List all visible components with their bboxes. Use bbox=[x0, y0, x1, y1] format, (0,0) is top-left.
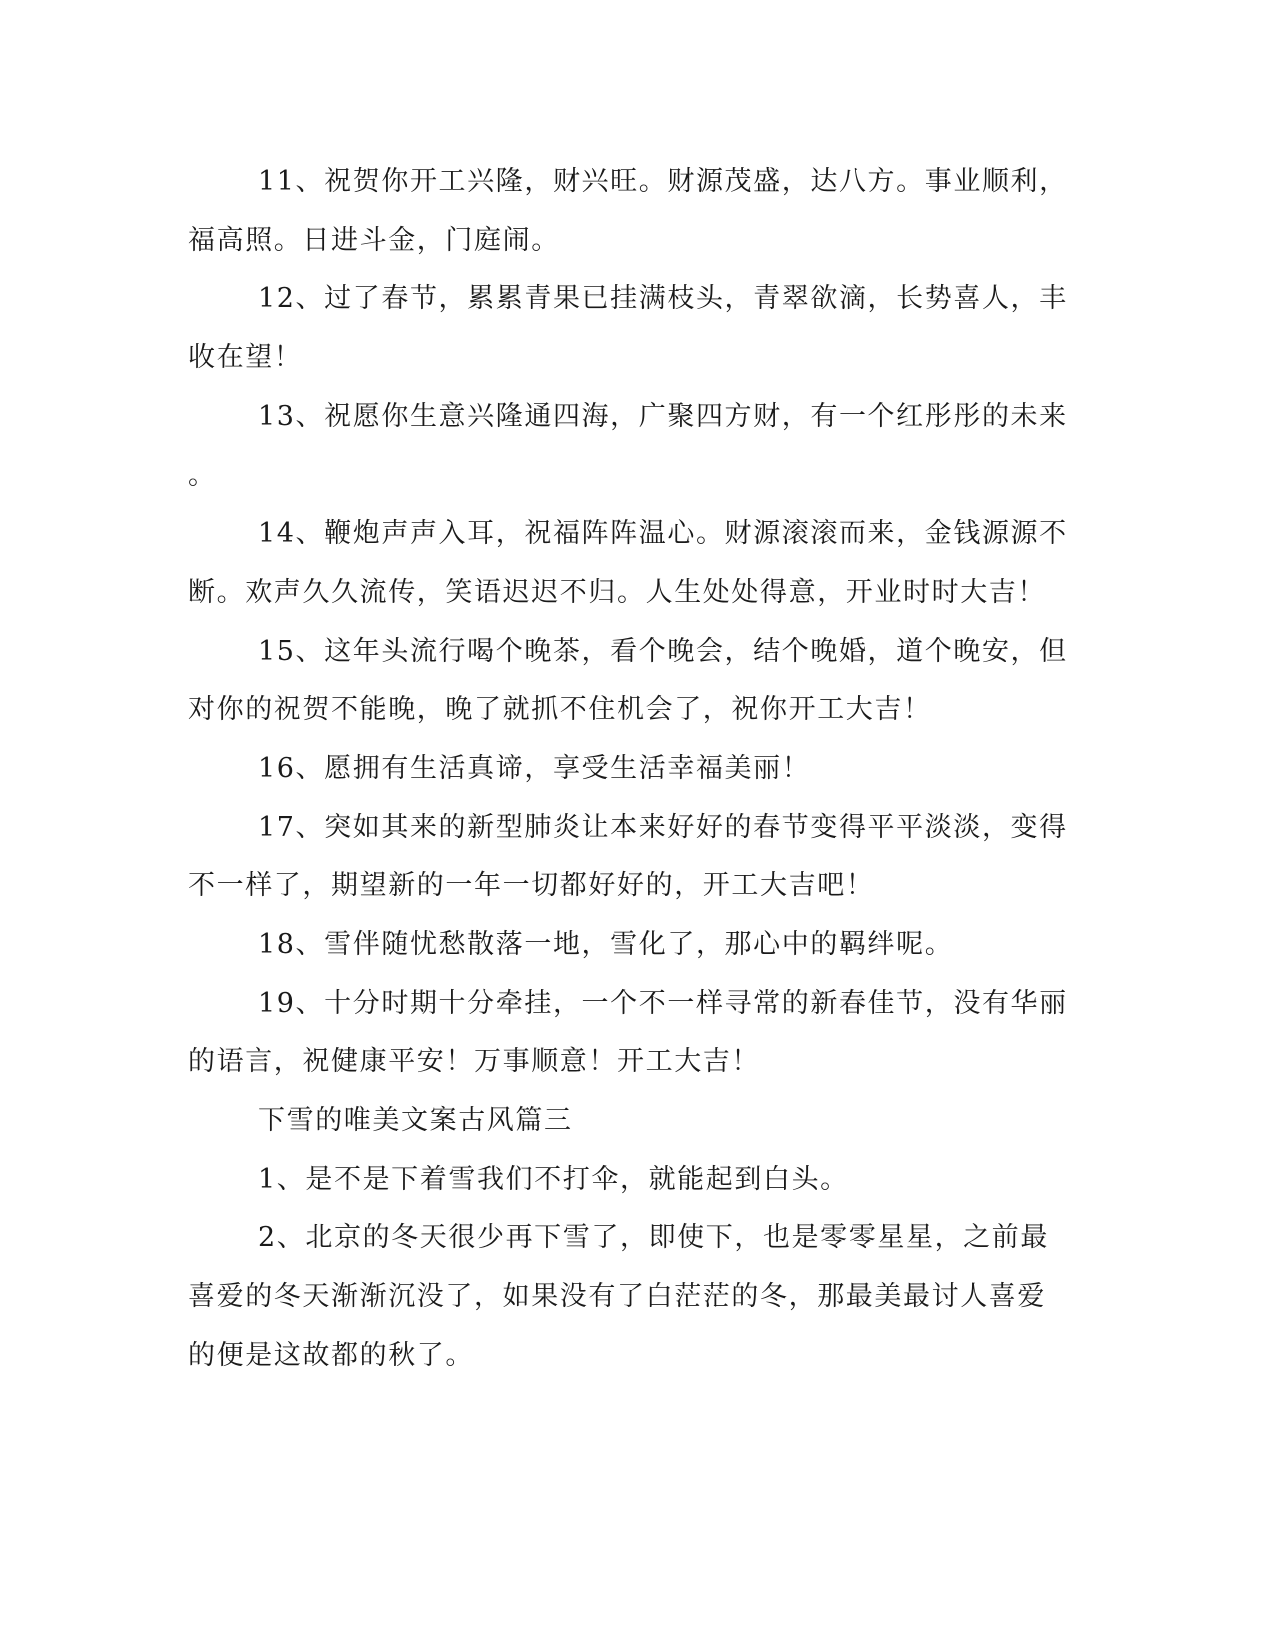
paragraph-s3-2-line-3: 的便是这故都的秋了。 bbox=[188, 1340, 474, 1371]
paragraph-11-line-1: 11、祝贺你开工兴隆，财兴旺。财源茂盛，达八方。事业顺利， bbox=[258, 166, 1068, 197]
paragraph-17-line-2: 不一样了，期望新的一年一切都好好的，开工大吉吧！ bbox=[188, 870, 875, 901]
paragraph-s3-2-line-1: 2、北京的冬天很少再下雪了，即使下，也是零零星星，之前最 bbox=[258, 1222, 1049, 1253]
paragraph-14-line-1: 14、鞭炮声声入耳，祝福阵阵温心。财源滚滚而来，金钱源源不 bbox=[258, 518, 1068, 549]
paragraph-17-line-1: 17、突如其来的新型肺炎让本来好好的春节变得平平淡淡，变得 bbox=[258, 812, 1068, 843]
paragraph-15-line-1: 15、这年头流行喝个晚茶，看个晚会，结个晚婚，道个晚安，但 bbox=[258, 636, 1068, 667]
paragraph-14-line-2: 断。欢声久久流传，笑语迟迟不归。人生处处得意，开业时时大吉！ bbox=[188, 577, 1046, 608]
paragraph-18-line-1: 18、雪伴随忧愁散落一地，雪化了，那心中的羁绊呢。 bbox=[258, 929, 954, 960]
paragraph-12-line-2: 收在望！ bbox=[188, 342, 303, 373]
paragraph-15-line-2: 对你的祝贺不能晚，晚了就抓不住机会了，祝你开工大吉！ bbox=[188, 694, 932, 725]
paragraph-19-line-1: 19、十分时期十分牵挂，一个不一样寻常的新春佳节，没有华丽 bbox=[258, 988, 1068, 1019]
section-heading: 下雪的唯美文案古风篇三 bbox=[258, 1105, 573, 1136]
paragraph-11-line-2: 福高照。日进斗金，门庭闹。 bbox=[188, 225, 560, 256]
paragraph-19-line-2: 的语言，祝健康平安！万事顺意！开工大吉！ bbox=[188, 1046, 760, 1077]
paragraph-16-line-1: 16、愿拥有生活真谛，享受生活幸福美丽！ bbox=[258, 753, 811, 784]
paragraph-s3-2-line-2: 喜爱的冬天渐渐沉没了，如果没有了白茫茫的冬，那最美最讨人喜爱 bbox=[188, 1281, 1046, 1312]
paragraph-13-line-2: 。 bbox=[188, 460, 217, 491]
paragraph-13-line-1: 13、祝愿你生意兴隆通四海，广聚四方财，有一个红彤彤的未来 bbox=[258, 401, 1068, 432]
paragraph-s3-1-line-1: 1、是不是下着雪我们不打伞，就能起到白头。 bbox=[258, 1164, 849, 1195]
paragraph-12-line-1: 12、过了春节，累累青果已挂满枝头，青翠欲滴，长势喜人，丰 bbox=[258, 283, 1068, 314]
